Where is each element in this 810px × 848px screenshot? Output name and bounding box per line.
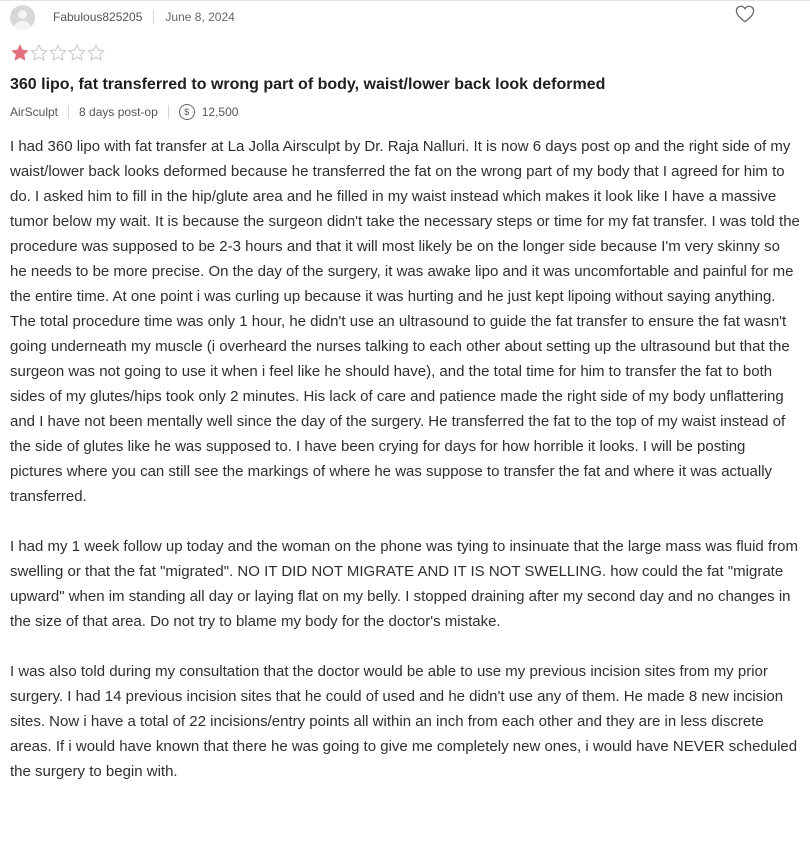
star-rating [10, 43, 105, 63]
star-empty-icon [86, 43, 106, 63]
review-title[interactable]: 360 lipo, fat transferred to wrong part of body, waist/lower back look deformed [10, 76, 606, 93]
tag-divider [168, 105, 169, 119]
dollar-circle-icon: $ [179, 104, 195, 120]
review-date: June 8, 2024 [165, 10, 235, 24]
provider-tag[interactable]: AirSculpt [10, 105, 59, 119]
top-divider [0, 0, 810, 1]
review-tags [10, 104, 238, 120]
review-meta [53, 10, 235, 24]
star-empty-icon [67, 43, 87, 63]
review-paragraph: I had 360 lipo with fat transfer at La Jolla Airsculpt by Dr. Raja Nalluri. It is now 6 days post op and the right side of my waist/lower back looks deformed because he transferred the fat on the wrong part of my body that I agreed for him to do. I asked him to fill in the hip/glute area and he filled in my waist instead which makes it look like I have a massive tumor below my wait. It is because the surgeon didn't take the necessary steps or time for my fat transfer. I was told the procedure was supposed to be 2-3 hours and that it will most likely be on the longer side because I'm very skinny so he needs to be more precise. On the day of the surgery, it was awake lipo and it was uncomfortable and painful for me the entire time. At one point i was curling up because it was hurting and he just kept lipoing without saying anything. The total procedure time was only 1 hour, he didn't use an ultrasound to guide the fat transfer to ensure the fat wasn't going underneath my muscle (i overheard the nurses talking to each other about setting up the ultrasound but that the surgeon was not going to use it when i feel like he should have), and the total time for him to transfer the fat to both sides of my glutes/hips took only 2 minutes. His lack of care and patience made the right side of my body unflattering and I have not been mentally well since the day of the surgery. He transferred the fat to the top of my waist instead of the side of glutes like he was supposed to. I have been crying for days for how horrible it looks. I will be posting pictures where you can still see the markings of where he was suppose to transfer the fat and where it was actually transferred. [10, 138, 800, 505]
review-paragraph: I had my 1 week follow up today and the woman on the phone was tying to insinuate that the large mass was fluid from swelling or that the fat "migrated". NO IT DID NOT MIGRATE AND IT IS NOT SWELLING. how could the fat "migrate upward" when im standing all day or laying flat on my belly. I stopped draining after my second day and no changes in the size of that area. Do not try to blame my body for the doctor's mistake. [10, 538, 798, 630]
avatar-head [18, 10, 27, 19]
review-body [10, 134, 800, 809]
cost-value: 12,500 [201, 105, 239, 119]
heart-icon[interactable] [735, 5, 755, 23]
tag-divider [68, 105, 69, 119]
user-avatar-icon[interactable] [10, 5, 35, 30]
avatar-body [14, 21, 31, 30]
meta-divider [153, 10, 154, 24]
timing-tag: 8 days post-op [79, 105, 158, 119]
star-empty-icon [48, 43, 68, 63]
username[interactable]: Fabulous825205 [53, 10, 143, 24]
review-paragraph: I was also told during my consultation that the doctor would be able to use my previous incision sites from my prior surgery. I had 14 previous incision sites that he could of used and he didn't use any of them. He made 8 new incision sites. Now i have a total of 22 incisions/entry points all within an inch from each other and they are in less discrete areas. If i would have known that there he was going to give me completely new ones, i would have NEVER scheduled the surgery to begin with. [10, 663, 798, 780]
star-filled-icon [10, 43, 30, 63]
star-empty-icon [29, 43, 49, 63]
